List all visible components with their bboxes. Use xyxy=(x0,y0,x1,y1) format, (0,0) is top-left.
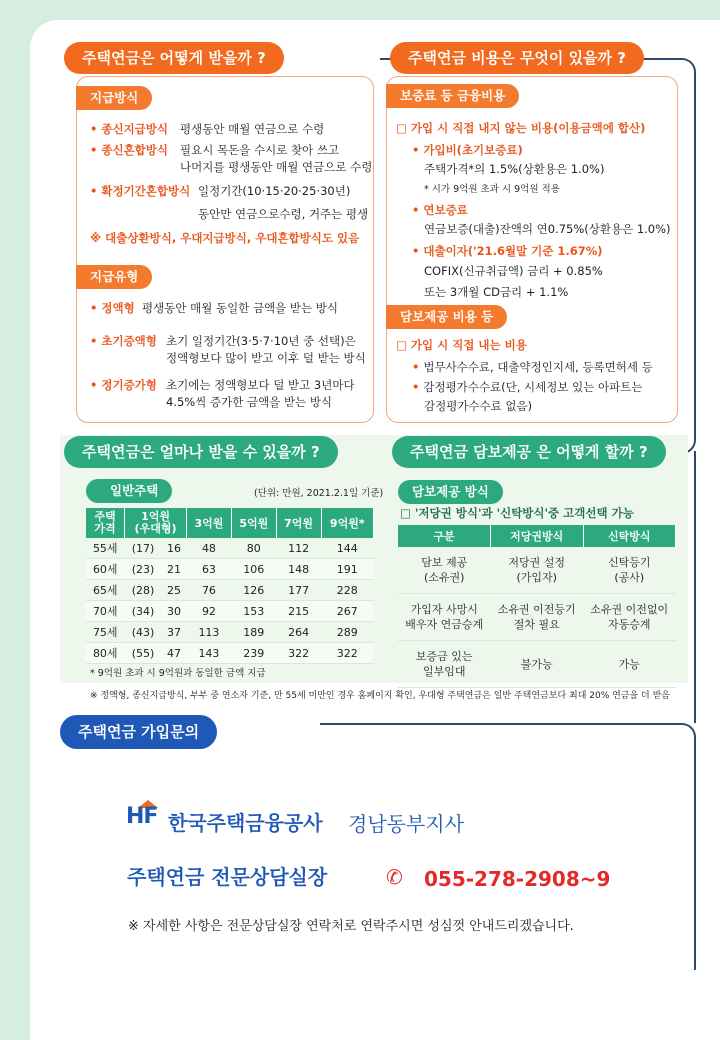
table-row xyxy=(86,622,374,643)
collateral-cell xyxy=(491,594,584,641)
table-cell: (28) xyxy=(125,580,162,601)
table-cell: 143 xyxy=(187,643,232,664)
method-tag: 지급방식 xyxy=(76,86,152,110)
table-cell: 37 xyxy=(161,622,186,643)
cost-item-1-line: 주택가격*의 1.5%(상환용은 1.0%) xyxy=(424,162,605,176)
phone-number[interactable]: 055-278-2908~9 xyxy=(424,867,611,891)
type-desc-1: 평생동안 매월 동일한 금액을 받는 방식 xyxy=(142,301,339,315)
collateral-cost-tag: 담보제공 비용 등 xyxy=(386,305,507,329)
collateral-cell xyxy=(491,641,584,688)
type-desc-2b: 정액형보다 많이 받고 이후 덜 받는 방식 xyxy=(166,351,366,365)
collateral-col-1: 구분 xyxy=(398,525,491,547)
collateral-col-3: 신탁방식 xyxy=(583,525,676,547)
table-cell: 76 xyxy=(187,580,232,601)
table-cell: 47 xyxy=(161,643,186,664)
table-cell: 80세 xyxy=(86,643,125,664)
collateral-cell xyxy=(398,547,491,594)
type-name-2: • 초기증액형 xyxy=(90,334,157,348)
method-desc-2a: 필요시 목돈을 수시로 찾아 쓰고 xyxy=(180,143,340,157)
amount-note-2: ※ 정액형, 종신지급방식, 부부 중 연소자 기준, 만 55세 미만인 경우 홈페이지 확인, 우대형 주택연금은 일반 주택연금보다 최대 20% 연금을 더 받음 xyxy=(90,691,670,701)
cell-line: (공사) xyxy=(614,571,645,584)
table-cell: 112 xyxy=(276,538,321,559)
table-cell: 177 xyxy=(276,580,321,601)
amount-tag: 일반주택 xyxy=(86,479,172,503)
table-cell: 189 xyxy=(231,622,276,643)
collateral-col-2: 저당권방식 xyxy=(491,525,584,547)
table-cell: 70세 xyxy=(86,601,125,622)
table-cell: 106 xyxy=(231,559,276,580)
table-cell: 239 xyxy=(231,643,276,664)
phone-icon: ✆ xyxy=(386,865,403,889)
collateral-cell xyxy=(491,547,584,594)
col-header-1: 1억원 (우대형) xyxy=(125,508,187,538)
finance-tag: 보증료 등 금융비용 xyxy=(386,84,519,108)
col-header-price: 주택 가격 xyxy=(86,508,125,538)
table-cell: 322 xyxy=(276,643,321,664)
cell-line: (가입자) xyxy=(516,571,557,584)
inquiry-title: 주택연금 가입문의 xyxy=(60,715,217,749)
collateral-cost-item-2: • 감정평가수수료(단, 시세정보 있는 아파트는 xyxy=(412,380,643,394)
table-cell: 148 xyxy=(276,559,321,580)
table-cell: 228 xyxy=(321,580,373,601)
type-tag: 지급유형 xyxy=(76,265,152,289)
inquiry-notice: ※ 자세한 사항은 전문상담실장 연락처로 연락주시면 성심껏 안내드리겠습니다. xyxy=(128,919,574,934)
office-name: 주택연금 전문상담실장 xyxy=(127,865,328,889)
table-cell: 75세 xyxy=(86,622,125,643)
method-desc-3a: 일정기간(10·15·20·25·30년) xyxy=(198,184,351,198)
type-desc-3a: 초기에는 정액형보다 덜 받고 3년마다 xyxy=(166,378,355,392)
org-name: 한국주택금융공사 xyxy=(168,811,323,835)
table-cell: 48 xyxy=(187,538,232,559)
branch-name: 경남동부지사 xyxy=(348,812,464,836)
collateral-cell xyxy=(583,547,676,594)
table-cell: (17) xyxy=(125,538,162,559)
amount-table xyxy=(86,508,374,664)
amount-title: 주택연금은 얼마나 받을 수 있을까 ? xyxy=(64,436,338,468)
cost-item-3-line1: COFIX(신규취급액) 금리 + 0.85% xyxy=(424,264,603,278)
cell-line: 절차 필요 xyxy=(513,618,560,631)
table-cell: 153 xyxy=(231,601,276,622)
cell-line: 소유권 이전등기 xyxy=(497,603,576,616)
table-cell: 267 xyxy=(321,601,373,622)
collateral-cost-item-3: 감정평가수수료 없음) xyxy=(424,399,533,413)
cost-item-2-line: 연금보증(대출)잔액의 연0.75%(상환용은 1.0%) xyxy=(424,222,671,236)
collateral-head: □ '저당권 방식'과 '신탁방식'중 고객선택 가능 xyxy=(400,506,634,520)
table-cell: 80 xyxy=(231,538,276,559)
table-cell: 92 xyxy=(187,601,232,622)
collateral-row xyxy=(398,547,676,594)
table-cell: 264 xyxy=(276,622,321,643)
collateral-table xyxy=(398,525,676,688)
table-row xyxy=(86,559,374,580)
collateral-cost-head: □ 가입 시 직접 내는 비용 xyxy=(396,338,527,352)
method-desc-3b: 동안만 연금으로수령, 거주는 평생 xyxy=(198,207,369,221)
collateral-row xyxy=(398,641,676,688)
table-cell: 25 xyxy=(161,580,186,601)
amount-unit: (단위: 만원, 2021.2.1일 기준) xyxy=(254,488,384,499)
cell-line: 담보 제공 xyxy=(421,556,468,569)
cell-line: (소유권) xyxy=(424,571,465,584)
table-row xyxy=(86,580,374,601)
cell-line: 소유권 이전없이 xyxy=(590,603,669,616)
table-row xyxy=(86,538,374,559)
cell-line: 보증금 있는 xyxy=(415,650,473,663)
finance-head: □ 가입 시 직접 내지 않는 비용(이용금액에 합산) xyxy=(396,121,646,135)
method-note: ※ 대출상환방식, 우대지급방식, 우대혼합방식도 있음 xyxy=(90,231,360,245)
collateral-row xyxy=(398,594,676,641)
table-cell: 191 xyxy=(321,559,373,580)
method-name-3: • 확정기간혼합방식 xyxy=(90,184,191,198)
cost-item-3: • 대출이자('21.6월말 기준 1.67%) xyxy=(412,244,603,258)
col-header-5: 5억원 xyxy=(231,508,276,538)
method-desc-2b: 나머지를 평생동안 매월 연금으로 수령 xyxy=(180,160,373,174)
table-cell: 55세 xyxy=(86,538,125,559)
collateral-title: 주택연금 담보제공 은 어떻게 할까 ? xyxy=(392,436,666,468)
table-cell: 215 xyxy=(276,601,321,622)
table-cell: (34) xyxy=(125,601,162,622)
table-cell: 126 xyxy=(231,580,276,601)
cell-line: 가능 xyxy=(618,657,640,671)
table-cell: 63 xyxy=(187,559,232,580)
collateral-cost-item-1: • 법무사수수료, 대출약정인지세, 등록면허세 등 xyxy=(412,360,653,374)
type-desc-2a: 초기 일정기간(3·5·7·10년 중 선택)은 xyxy=(166,334,356,348)
col-header-7: 7억원 xyxy=(276,508,321,538)
table-cell: 113 xyxy=(187,622,232,643)
method-desc-1: 평생동안 매월 연금으로 수령 xyxy=(180,122,325,136)
collateral-tag: 담보제공 방식 xyxy=(398,480,503,504)
table-cell: 16 xyxy=(161,538,186,559)
method-name-1: • 종신지급방식 xyxy=(90,122,169,136)
table-cell: (23) xyxy=(125,559,162,580)
amount-note-1: * 9억원 초과 시 9억원과 동일한 금액 지급 xyxy=(90,668,266,679)
type-name-3: • 정기증가형 xyxy=(90,378,157,392)
cell-line: 가입자 사망시 xyxy=(410,603,478,616)
receive-title: 주택연금은 어떻게 받을까 ? xyxy=(64,42,284,74)
cell-line: 저당권 설정 xyxy=(508,556,566,569)
cell-line: 신탁등기 xyxy=(607,556,651,569)
table-row xyxy=(86,643,374,664)
cell-line: 자동승계 xyxy=(607,618,651,631)
collateral-cell xyxy=(583,641,676,688)
cost-item-1: • 가입비(초기보증료) xyxy=(412,143,523,157)
cost-item-2: • 연보증료 xyxy=(412,203,468,217)
col-header-9: 9억원* xyxy=(321,508,373,538)
cell-line: 일부임대 xyxy=(422,665,466,678)
table-cell: (43) xyxy=(125,622,162,643)
cost-title: 주택연금 비용은 무엇이 있을까 ? xyxy=(390,42,644,74)
cost-item-1-note: * 시가 9억원 초과 시 9억원 적용 xyxy=(424,184,560,195)
cell-line: 배우자 연금승계 xyxy=(405,618,484,631)
collateral-cell xyxy=(398,594,491,641)
collateral-cell xyxy=(398,641,491,688)
table-cell: (55) xyxy=(125,643,162,664)
table-cell: 21 xyxy=(161,559,186,580)
cell-line: 불가능 xyxy=(520,657,553,671)
table-row xyxy=(86,601,374,622)
table-cell: 322 xyxy=(321,643,373,664)
hf-logo: HF xyxy=(126,804,158,829)
type-desc-3b: 4.5%씩 증가한 금액을 받는 방식 xyxy=(166,395,333,409)
table-cell: 60세 xyxy=(86,559,125,580)
collateral-cell xyxy=(583,594,676,641)
table-cell: 30 xyxy=(161,601,186,622)
method-name-2: • 종신혼합방식 xyxy=(90,143,169,157)
col-header-3: 3억원 xyxy=(187,508,232,538)
table-cell: 144 xyxy=(321,538,373,559)
table-cell: 65세 xyxy=(86,580,125,601)
table-cell: 289 xyxy=(321,622,373,643)
type-name-1: • 정액형 xyxy=(90,301,135,315)
cost-item-3-line2: 또는 3개월 CD금리 + 1.1% xyxy=(424,285,569,299)
